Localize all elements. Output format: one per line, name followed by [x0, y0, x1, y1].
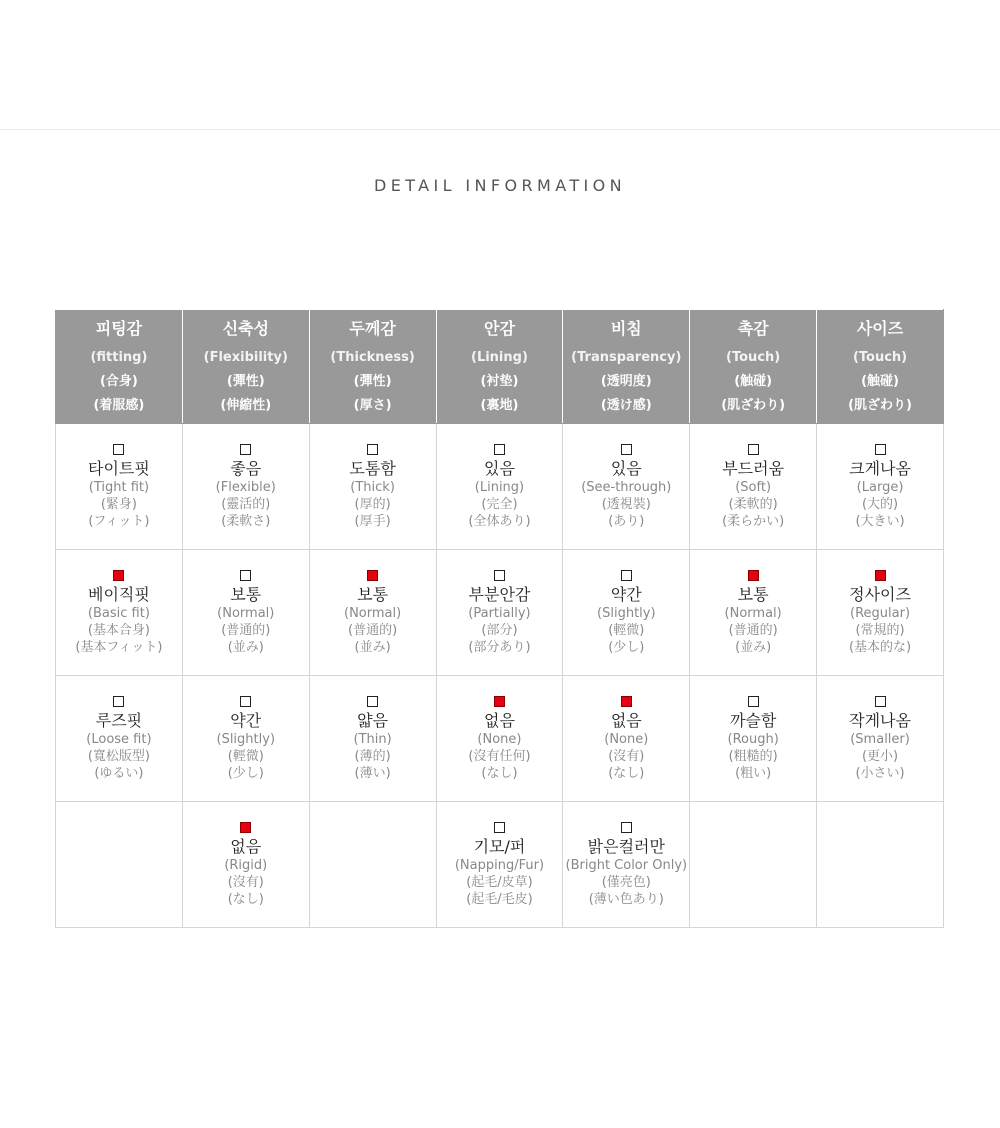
option-label-zh: (常規的)	[855, 622, 905, 638]
unchecked-square-icon	[494, 570, 505, 581]
option-label-zh: (透視裝)	[601, 496, 651, 512]
unchecked-square-icon	[494, 444, 505, 455]
option-label-en: (See-through)	[581, 479, 672, 495]
checked-square-icon	[875, 570, 886, 581]
option-label: 크게나옴	[849, 458, 911, 478]
header-label: 두께감	[349, 318, 396, 338]
header-label-ja: (厚さ)	[353, 397, 392, 413]
option-cell	[563, 424, 690, 550]
option-cell	[817, 550, 944, 676]
unchecked-square-icon	[621, 822, 632, 833]
unchecked-square-icon	[748, 444, 759, 455]
option-label: 있음	[610, 458, 642, 478]
header-transparency	[563, 310, 690, 424]
option-cell	[563, 802, 690, 928]
header-label-zh: (彈性)	[353, 373, 392, 389]
option-cell	[56, 550, 183, 676]
option-label: 베이직핏	[88, 584, 150, 604]
option-label-zh: (柔軟的)	[728, 496, 778, 512]
option	[690, 444, 816, 530]
checked-square-icon	[240, 822, 251, 833]
option	[563, 696, 689, 782]
option-label-ja: (起毛/毛皮)	[466, 891, 533, 907]
option-cell	[182, 802, 309, 928]
option	[817, 444, 943, 530]
option	[437, 696, 563, 782]
option-cell	[309, 424, 436, 550]
table-row	[56, 424, 944, 550]
empty-cell	[817, 802, 944, 928]
option-label-en: (None)	[604, 731, 649, 747]
option-label: 까슬함	[729, 710, 777, 730]
option-label-en: (Soft)	[735, 479, 772, 495]
option	[817, 696, 943, 782]
option-label-en: (Large)	[856, 479, 904, 495]
option	[563, 570, 689, 656]
header-thickness	[309, 310, 436, 424]
option-label-en: (Flexible)	[215, 479, 276, 495]
option-label-zh: (沒有任何)	[468, 748, 531, 764]
option	[56, 696, 182, 782]
option-label-en: (Thick)	[350, 479, 395, 495]
checked-square-icon	[748, 570, 759, 581]
option	[183, 444, 309, 530]
option-label-en: (Regular)	[850, 605, 911, 621]
option-label-ja: (基本的な)	[848, 639, 912, 655]
option-label-ja: (並み)	[354, 639, 391, 655]
option-label-ja: (全体あり)	[468, 513, 531, 529]
table-row	[56, 676, 944, 802]
option-label-en: (Rough)	[727, 731, 779, 747]
option-label-zh: (普通的)	[348, 622, 398, 638]
header-label-zh: (触碰)	[734, 373, 773, 389]
option-label: 정사이즈	[849, 584, 911, 604]
unchecked-square-icon	[367, 696, 378, 707]
option-label: 약간	[610, 584, 642, 604]
top-divider	[0, 129, 1000, 130]
option-label: 도톰함	[349, 458, 396, 478]
option-label: 보통	[357, 584, 389, 604]
option-label-zh: (厚的)	[354, 496, 391, 512]
header-label-en: (Transparency)	[571, 349, 682, 365]
table-body	[56, 424, 944, 928]
empty-cell	[309, 802, 436, 928]
header-lining	[436, 310, 563, 424]
header-label-zh: (合身)	[99, 373, 138, 389]
option-label-ja: (並み)	[735, 639, 772, 655]
header-label-zh: (衬垫)	[480, 373, 519, 389]
option-label-zh: (寬松版型)	[87, 748, 150, 764]
option-label: 있음	[483, 458, 515, 478]
option-cell	[436, 550, 563, 676]
option-cell	[436, 676, 563, 802]
unchecked-square-icon	[875, 444, 886, 455]
header-label-zh: (触碰)	[861, 373, 899, 389]
option	[563, 822, 689, 908]
header-label: 사이즈	[856, 318, 904, 338]
option-label-ja: (なし)	[227, 891, 264, 907]
option-label-zh: (僅亮色)	[601, 874, 651, 890]
header-label-en: (Flexibility)	[203, 349, 288, 365]
option-cell	[56, 676, 183, 802]
option-label-en: (Thin)	[353, 731, 392, 747]
option-label: 보통	[230, 584, 262, 604]
header-label: 촉감	[737, 318, 769, 338]
header-flexibility	[182, 310, 309, 424]
option-label-en: (Normal)	[344, 605, 402, 621]
header-touch	[690, 310, 817, 424]
option	[310, 570, 436, 656]
option-label-zh: (普通的)	[221, 622, 271, 638]
option	[310, 444, 436, 530]
option-label: 부분안감	[468, 584, 531, 604]
unchecked-square-icon	[113, 696, 124, 707]
checked-square-icon	[367, 570, 378, 581]
option-label-ja: (なし)	[608, 765, 645, 781]
option-label-en: (Napping/Fur)	[454, 857, 545, 873]
header-label-en: (Touch)	[852, 349, 908, 365]
option	[183, 570, 309, 656]
option	[817, 570, 943, 656]
option-label-ja: (薄い色あり)	[588, 891, 664, 907]
option-cell	[563, 550, 690, 676]
header-label-en: (Lining)	[471, 349, 528, 365]
header-label-ja: (透け感)	[600, 397, 652, 413]
option-label: 얇음	[357, 710, 389, 730]
option-cell	[690, 424, 817, 550]
header-label-en: (fitting)	[90, 349, 148, 365]
option-label-zh: (緊身)	[100, 496, 137, 512]
option-label-zh: (起毛/皮草)	[466, 874, 533, 890]
unchecked-square-icon	[621, 570, 632, 581]
option-label-en: (Rigid)	[224, 857, 268, 873]
option-label-zh: (沒有)	[227, 874, 264, 890]
option-cell	[182, 424, 309, 550]
checked-square-icon	[494, 696, 505, 707]
checked-square-icon	[621, 696, 632, 707]
option-label-en: (Normal)	[217, 605, 275, 621]
option-label-zh: (沒有)	[608, 748, 645, 764]
option-label: 밝은컬러만	[587, 836, 665, 856]
table-row	[56, 550, 944, 676]
option-label-ja: (フィット)	[88, 513, 150, 529]
option-label-zh: (基本合身)	[87, 622, 150, 638]
option-label-ja: (ゆるい)	[94, 765, 144, 781]
unchecked-square-icon	[875, 696, 886, 707]
option-label-ja: (柔軟さ)	[221, 513, 271, 529]
option-label: 타이트핏	[88, 458, 150, 478]
header-label: 안감	[483, 318, 515, 338]
option-label: 루즈핏	[95, 710, 143, 730]
option	[310, 696, 436, 782]
option-label-ja: (薄い)	[354, 765, 391, 781]
header-label-en: (Touch)	[726, 349, 781, 365]
option	[437, 822, 563, 908]
header-label-zh: (彈性)	[226, 373, 265, 389]
header-fitting	[56, 310, 183, 424]
option-cell	[690, 676, 817, 802]
option-cell	[817, 676, 944, 802]
option-label-ja: (あり)	[608, 513, 645, 529]
option-label: 부드러움	[722, 458, 785, 478]
unchecked-square-icon	[113, 444, 124, 455]
option-label-zh: (大的)	[861, 496, 899, 512]
option-label-zh: (薄的)	[354, 748, 391, 764]
option-label-ja: (なし)	[481, 765, 518, 781]
option-label: 보통	[737, 584, 769, 604]
option-cell	[817, 424, 944, 550]
option-label-zh: (輕微)	[608, 622, 645, 638]
option-label: 약간	[230, 710, 262, 730]
header-size	[817, 310, 944, 424]
option-cell	[436, 424, 563, 550]
option-label-en: (Bright Color Only)	[565, 857, 688, 873]
option-label: 없음	[230, 836, 262, 856]
option-label-zh: (完全)	[481, 496, 518, 512]
header-row	[56, 310, 944, 424]
option-cell	[56, 424, 183, 550]
header-label-ja: (裏地)	[480, 397, 519, 413]
option-label-zh: (更小)	[861, 748, 899, 764]
header-label: 피팅감	[95, 318, 143, 338]
option-cell	[436, 802, 563, 928]
detail-information-table	[55, 309, 944, 928]
empty-cell	[56, 802, 183, 928]
option	[563, 444, 689, 530]
option	[183, 822, 309, 908]
option-cell	[309, 550, 436, 676]
option	[183, 696, 309, 782]
option-label-ja: (少し)	[608, 639, 645, 655]
option-label-en: (Slightly)	[216, 731, 276, 747]
header-label-ja: (伸縮性)	[220, 397, 272, 413]
option-label-zh: (部分)	[481, 622, 518, 638]
header-label: 비침	[610, 318, 642, 338]
unchecked-square-icon	[240, 696, 251, 707]
option-label: 없음	[483, 710, 515, 730]
header-label-ja: (肌ざわり)	[848, 397, 912, 413]
header-label-en: (Thickness)	[330, 349, 415, 365]
option	[690, 696, 816, 782]
option-label-ja: (粗い)	[735, 765, 772, 781]
option-label-zh: (輕微)	[227, 748, 264, 764]
option	[690, 570, 816, 656]
option-label-en: (Basic fit)	[87, 605, 150, 621]
unchecked-square-icon	[494, 822, 505, 833]
option-label-en: (Slightly)	[597, 605, 656, 621]
option	[56, 570, 182, 656]
option-cell	[309, 676, 436, 802]
option-cell	[690, 550, 817, 676]
option-label-en: (Lining)	[474, 479, 525, 495]
option-label-ja: (少し)	[227, 765, 264, 781]
header-label: 신축성	[222, 318, 269, 338]
header-label-zh: (透明度)	[600, 373, 652, 389]
option-cell	[182, 550, 309, 676]
option-label-en: (Normal)	[724, 605, 782, 621]
header-label-ja: (肌ざわり)	[721, 397, 786, 413]
section-title: DETAIL INFORMATION	[374, 176, 626, 195]
option-label-ja: (柔らかい)	[722, 513, 785, 529]
table-row	[56, 802, 944, 928]
option-label-ja: (基本フィット)	[75, 639, 163, 655]
header-label-ja: (着服感)	[93, 397, 145, 413]
unchecked-square-icon	[240, 570, 251, 581]
option-label-zh: (普通的)	[728, 622, 778, 638]
checked-square-icon	[113, 570, 124, 581]
empty-cell	[690, 802, 817, 928]
option-label-ja: (厚手)	[354, 513, 391, 529]
option-label-zh: (靈活的)	[221, 496, 271, 512]
option-label-zh: (粗糙的)	[728, 748, 778, 764]
option	[437, 570, 563, 656]
option-label: 작게나옴	[849, 710, 911, 730]
option-label: 좋음	[230, 458, 262, 478]
option-label-ja: (大きい)	[855, 513, 905, 529]
option-label-en: (Tight fit)	[88, 479, 150, 495]
option-label-ja: (並み)	[227, 639, 264, 655]
option-label-ja: (小さい)	[855, 765, 905, 781]
option-label: 기모/퍼	[473, 836, 526, 856]
unchecked-square-icon	[240, 444, 251, 455]
option-label-en: (Smaller)	[850, 731, 910, 747]
option-label-ja: (部分あり)	[468, 639, 531, 655]
option-cell	[563, 676, 690, 802]
unchecked-square-icon	[621, 444, 632, 455]
option-label: 없음	[610, 710, 642, 730]
option-cell	[182, 676, 309, 802]
option	[437, 444, 563, 530]
option-label-en: (Partially)	[468, 605, 531, 621]
unchecked-square-icon	[748, 696, 759, 707]
unchecked-square-icon	[367, 444, 378, 455]
option-label-en: (Loose fit)	[86, 731, 152, 747]
option-label-en: (None)	[477, 731, 522, 747]
option	[56, 444, 182, 530]
